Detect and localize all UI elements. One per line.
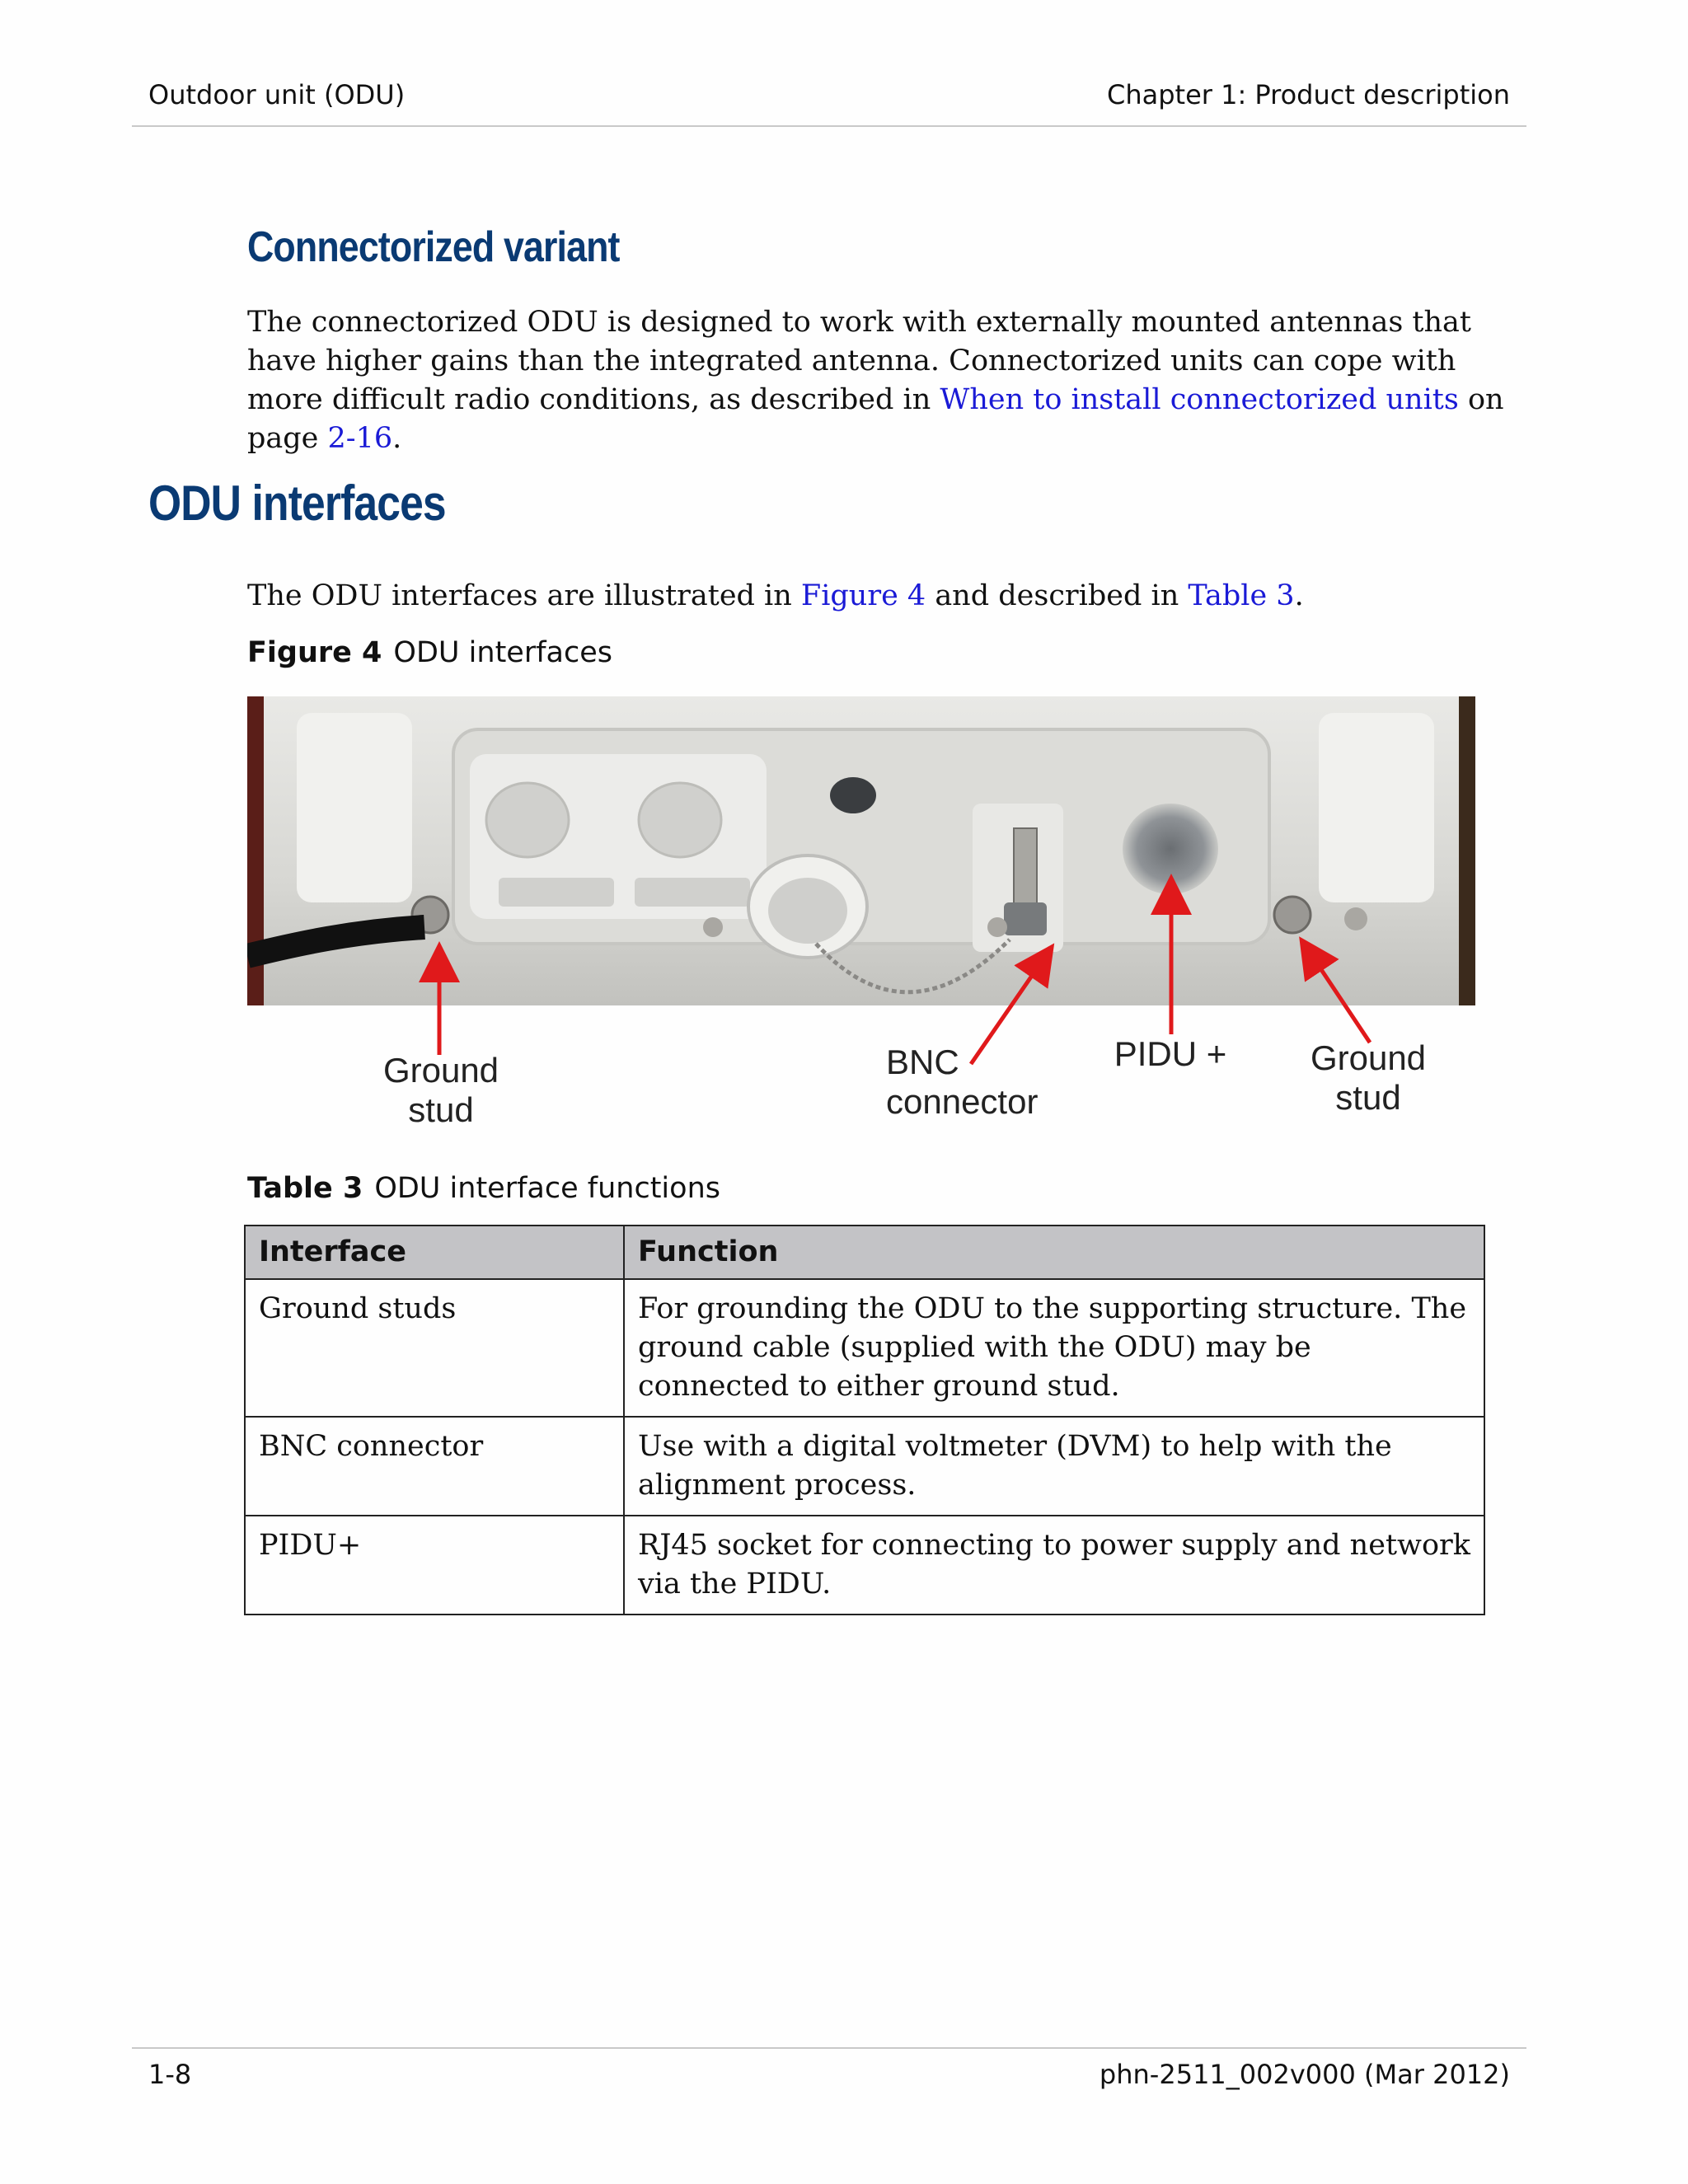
figure-title: ODU interfaces — [393, 636, 612, 669]
cell-interface: PIDU+ — [245, 1516, 624, 1615]
odu-interfaces-figure — [247, 696, 1475, 1133]
page-number: 1-8 — [148, 2059, 192, 2090]
heading-connectorized-variant: Connectorized variant — [247, 223, 620, 271]
cell-function: RJ45 socket for connecting to power supply and network via the PIDU. — [624, 1516, 1484, 1615]
paragraph-text: The connectorized ODU is designed to work with externally mounted antennas that have higher gains than the integrated antenna. Connectorized units can cope with more difficult radio conditions, as described in — [247, 306, 1471, 416]
table-title: ODU interface functions — [374, 1172, 720, 1205]
table-caption — [247, 1172, 720, 1205]
link-figure-4[interactable]: Figure 4 — [800, 579, 926, 612]
odu-interface-table — [244, 1225, 1485, 1615]
callout-ground-stud-left: Ground stud — [382, 1051, 499, 1129]
cell-function: For grounding the ODU to the supporting structure. The ground cable (supplied with the ODU) may be connected to either ground stud. — [624, 1279, 1484, 1417]
paragraph-text: . — [1294, 579, 1304, 612]
table-row — [245, 1279, 1484, 1417]
cell-interface: BNC connector — [245, 1417, 624, 1516]
callout-pidu-plus: PIDU + — [1114, 1034, 1227, 1073]
table-label: Table 3 — [247, 1172, 363, 1205]
document-id: phn-2511_002v000 (Mar 2012) — [1099, 2059, 1510, 2090]
column-header-function: Function — [624, 1226, 1484, 1279]
paragraph-text: and described in — [926, 579, 1189, 612]
page-footer — [148, 2059, 1510, 2090]
link-table-3[interactable]: Table 3 — [1188, 579, 1295, 612]
link-when-to-install[interactable]: When to install connectorized units — [940, 383, 1459, 416]
header-chapter-title: Chapter 1: Product description — [1106, 79, 1510, 110]
cell-function: Use with a digital voltmeter (DVM) to help with the alignment process. — [624, 1417, 1484, 1516]
header-divider — [132, 125, 1526, 127]
paragraph-text: . — [392, 422, 402, 455]
table-header-row — [245, 1226, 1484, 1279]
odu-interfaces-paragraph — [247, 577, 1533, 616]
column-header-interface: Interface — [245, 1226, 624, 1279]
figure-label: Figure 4 — [247, 636, 382, 669]
figure-caption — [247, 636, 612, 669]
page-header — [148, 79, 1510, 110]
table-row — [245, 1516, 1484, 1615]
header-section-title: Outdoor unit (ODU) — [148, 79, 406, 110]
paragraph-text: The ODU interfaces are illustrated in — [247, 579, 801, 612]
heading-odu-interfaces: ODU interfaces — [148, 476, 446, 531]
link-page-2-16[interactable]: 2-16 — [327, 422, 393, 455]
connectorized-paragraph — [247, 303, 1533, 458]
table-row — [245, 1417, 1484, 1516]
cell-interface: Ground studs — [245, 1279, 624, 1417]
callout-ground-stud-right: Ground stud — [1310, 1038, 1427, 1117]
callout-bnc-connector: BNC connector — [886, 1043, 1039, 1121]
footer-divider — [132, 2047, 1526, 2049]
paragraph-text: on page — [247, 383, 1504, 455]
